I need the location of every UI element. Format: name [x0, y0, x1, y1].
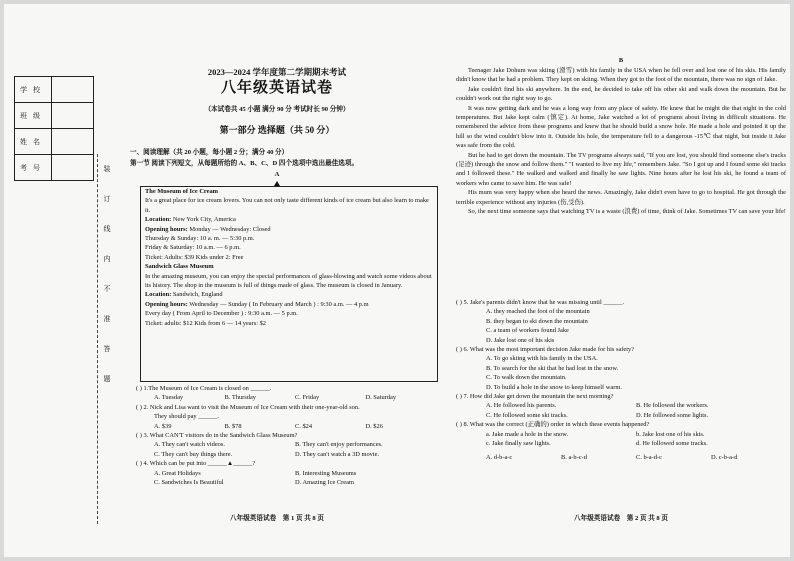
name-label: 姓名	[15, 129, 52, 155]
questions-right	[456, 298, 786, 462]
question-stem: ( ) 8. What was the correct (正确的) order in which these events happened?	[456, 421, 650, 429]
question-5	[456, 298, 786, 345]
option-a[interactable]: A. He followed his parents.	[486, 402, 557, 410]
option-b[interactable]: B. He followed the workers.	[636, 402, 709, 410]
museum2-ticket: Ticket: adults: $12 Kids from 6 — 14 years: $2	[145, 319, 267, 327]
binding-char: 答	[103, 345, 111, 353]
museum1-location	[145, 215, 433, 224]
exam-number-field[interactable]	[52, 155, 94, 181]
option-c[interactable]: C. $24	[295, 422, 313, 430]
hours-value: Monday — Wednesday: Closed	[187, 225, 271, 233]
option-b[interactable]: B. Thursday	[224, 394, 256, 402]
passage-b-letter: B	[618, 57, 624, 64]
option-c[interactable]: C. Friday	[295, 394, 320, 402]
location-label: Location:	[145, 216, 172, 224]
passage-paragraph: His mum was very happy when she heard the news. Amazingly, Jake didn't even have to go to hospital. He got through the terrible experience without any injuries (伤,受伤).	[456, 189, 786, 206]
name-field[interactable]	[52, 129, 94, 155]
question-1	[136, 384, 436, 403]
question-stem: ( ) 7. How did Jake get down the mountain the next morning?	[456, 393, 614, 401]
option-c[interactable]: C. He followed some ski tracks.	[486, 411, 568, 419]
option-c[interactable]: C. Sandwiches Is Beautiful	[154, 479, 224, 487]
page-footer-left: 八年级英语试卷 第 1 页 共 8 页	[230, 515, 324, 522]
question-stem: ( ) 5. Jake's parents didn't know that he was missing until ______.	[456, 299, 625, 306]
question-stem: ( ) 4. Which can be put into ______▲______?	[136, 460, 256, 468]
option-d[interactable]: D. $26	[365, 422, 383, 430]
museum2-hours	[145, 300, 433, 309]
binding-char: 内	[103, 255, 111, 263]
option-b[interactable]: B. a-b-c-d	[561, 453, 587, 461]
option-d[interactable]: D. Saturday	[365, 394, 397, 402]
option-b[interactable]: B. Interesting Museums	[295, 469, 357, 477]
option-a[interactable]: A. $39	[154, 422, 172, 430]
option-a[interactable]: A. they reached the foot of the mountain	[486, 308, 590, 316]
student-info-table	[14, 76, 94, 181]
option-a[interactable]: A. Great Holidays	[154, 469, 201, 477]
binding-line	[97, 154, 98, 524]
binding-char: 订	[103, 195, 111, 203]
location-label: Location:	[145, 291, 172, 299]
school-label: 学校	[15, 77, 52, 103]
museum1-title: The Museum of Ice Cream	[145, 188, 219, 195]
binding-char: 不	[103, 285, 111, 293]
class-field[interactable]	[52, 103, 94, 129]
binding-char: 题	[103, 375, 111, 383]
question-6	[456, 345, 786, 392]
event-d: d. He followed some tracks.	[636, 440, 708, 448]
question-7	[456, 392, 786, 420]
section-heading: 一、阅读理解（共 20 小题，每小题 2 分；满分 40 分）	[130, 149, 289, 156]
passage-a-letter: A	[274, 171, 280, 178]
option-c[interactable]: C. b-a-d-c	[636, 453, 662, 461]
passage-paragraph: But he had to get down the mountain. The TV programs always said, "If you are lost, you should find someone else's tracks (足迹) through the snow and follow them." "I wanted to live my life," remembers Jake. "So I got up and I found some ski tracks and I followed these." He walked and walked and finally he saw lights. Nine hours after he lost his ski, he found a team of workers who came to save him. He was safe!	[456, 151, 786, 187]
museum2-intro: In the amazing museum, you can enjoy the special performances of glass-blowing and watch some videos about its history. The shop in the museum is full of things made of glass. The museum is closed in January.	[145, 272, 432, 290]
event-c: c. Jake finally saw lights.	[486, 440, 551, 448]
passage-a-box	[140, 186, 438, 382]
museum2-hours2: Every day ( From April to December ) : 9:30 a.m. — 5 p.m.	[145, 310, 298, 318]
part1-heading: 第一部分 选择题（共 50 分）	[219, 125, 335, 135]
exam-number-label: 考号	[15, 155, 52, 181]
question-stem-cont: They should pay ______.	[154, 413, 219, 421]
location-value: Sandwich, England	[171, 291, 223, 299]
question-2	[136, 403, 436, 431]
option-a[interactable]: A. d-b-a-c	[486, 453, 513, 461]
question-stem: ( ) 6. What was the most important decision Jake made for his safety?	[456, 346, 635, 354]
option-d[interactable]: D. Jake lost one of his skis	[486, 336, 555, 344]
option-d[interactable]: D. To build a hole in the snow to keep himself warm.	[486, 383, 622, 391]
event-a: a. Jake made a hole in the snow.	[486, 430, 569, 438]
binding-char: 准	[103, 315, 111, 323]
passage-paragraph: It was now getting dark and he was a long way from any place of safety. He knew that he might die that night in the cold temperatures. But Jake kept calm (镇定). At home, Jake watched a lot of programs about living in difficult situations. He remembered the advice from these programs and knew that he should build a snow hole. He made a hole and pointed it up the hill so the wind couldn't blow into it. Outside his hole, the temperature fell to a dangerous -15℃ that night, but inside it Jake was safe from the cold.	[456, 104, 786, 150]
hours-value: Wednesday — Sunday ( In February and March ) : 9:30 a.m. — 4 p.m	[187, 300, 369, 308]
binding-char: 装	[103, 165, 111, 173]
exam-title: 2023—2024 学年度第二学期期末考试	[207, 67, 347, 77]
museum1-intro: It's a great place for ice cream lovers. You can not only taste different kinds of ice cream but also learn to make it.	[145, 197, 429, 214]
subsection-heading: 第一节 阅读下列短文，从每题所给的 A、B、C、D 四个选项中选出最佳选项。	[130, 160, 359, 167]
option-a[interactable]: A. Tuesday	[154, 394, 184, 402]
question-stem: ( ) 1.The Museum of Ice Cream is closed on ______.	[136, 385, 272, 392]
hours-label: Opening hours:	[145, 300, 188, 308]
binding-side-panel	[4, 4, 111, 557]
subject-title: 八年级英语试卷	[220, 80, 333, 96]
question-8	[456, 420, 786, 462]
option-b[interactable]: B. They can't enjoy performances.	[295, 441, 383, 449]
passage-paragraph: Teenager Jake Dohum was skiing (滑雪) with his family in the USA when he fell over and lost one of his skis. His family didn't know that he had a problem. They kept on skiing. When they got to the foot of the mountain, there was no sign of Jake.	[456, 67, 786, 84]
option-c[interactable]: C. a team of workers found Jake	[486, 327, 569, 335]
exam-page	[4, 4, 790, 557]
exam-info: （本试卷共 45 小题 满分 90 分 考试时长 90 分钟）	[204, 106, 350, 113]
museum1-ticket: Ticket: Adults: $39 Kids under 2: Free	[145, 253, 244, 261]
option-c[interactable]: C. To walk down the mountain.	[486, 374, 567, 382]
option-a[interactable]: A. They can't watch videos.	[154, 441, 225, 449]
option-b[interactable]: B. they began to ski down the mountain	[486, 317, 588, 325]
binding-char: 线	[103, 225, 111, 233]
page-footer-right: 八年级英语试卷 第 2 页 共 8 页	[574, 515, 668, 522]
option-d[interactable]: D. He followed some lights.	[636, 411, 709, 419]
location-value: New York City, America	[171, 216, 236, 224]
option-a[interactable]: A. To go skiing with his family in the USA.	[486, 355, 598, 363]
museum2-location	[145, 290, 433, 299]
museum1-hours	[145, 225, 433, 234]
passage-paragraph: So, the next time someone says that watching TV is a waste (浪费) of time, think of Jake. Sometimes TV can save your life!	[468, 208, 786, 216]
school-field[interactable]	[52, 77, 94, 103]
event-b: b. Jake lost one of his skis.	[636, 430, 705, 438]
option-b[interactable]: B. $78	[224, 422, 242, 430]
question-stem: ( ) 2. Nick and Lisa want to visit the Museum of Ice Cream with their one-year-old son.	[136, 403, 360, 411]
option-d[interactable]: D. c-b-a-d	[711, 453, 738, 461]
option-d[interactable]: D. Amazing Ice Cream	[295, 479, 354, 487]
question-stem: ( ) 3. What CAN'T visitors do in the Sandwich Glass Museum?	[136, 432, 298, 440]
option-b[interactable]: B. To search for the ski that he had lost in the snow.	[486, 364, 619, 372]
binding-warning-text	[102, 154, 112, 394]
passage-b	[456, 66, 786, 217]
passage-paragraph: Jake couldn't find his ski anywhere. In the end, he decided to take off his other ski and walk down the mountain. But he couldn't work out the right way to go.	[456, 85, 786, 103]
questions-left	[136, 384, 436, 487]
question-3	[136, 431, 436, 459]
class-label: 班级	[15, 103, 52, 129]
museum1-hours2: Thursday & Sunday: 10 a. m. — 5:30 p.m.	[145, 235, 255, 243]
hours-label: Opening hours:	[145, 225, 188, 233]
option-d[interactable]: D. They can't watch a 3D movie.	[295, 450, 380, 458]
museum2-title: Sandwich Glass Museum	[145, 263, 214, 271]
question-4	[136, 459, 436, 487]
museum1-hours3: Friday & Saturday: 10 a.m. — 6 p.m.	[145, 244, 241, 252]
option-c[interactable]: C. They can't buy things there.	[154, 450, 233, 458]
